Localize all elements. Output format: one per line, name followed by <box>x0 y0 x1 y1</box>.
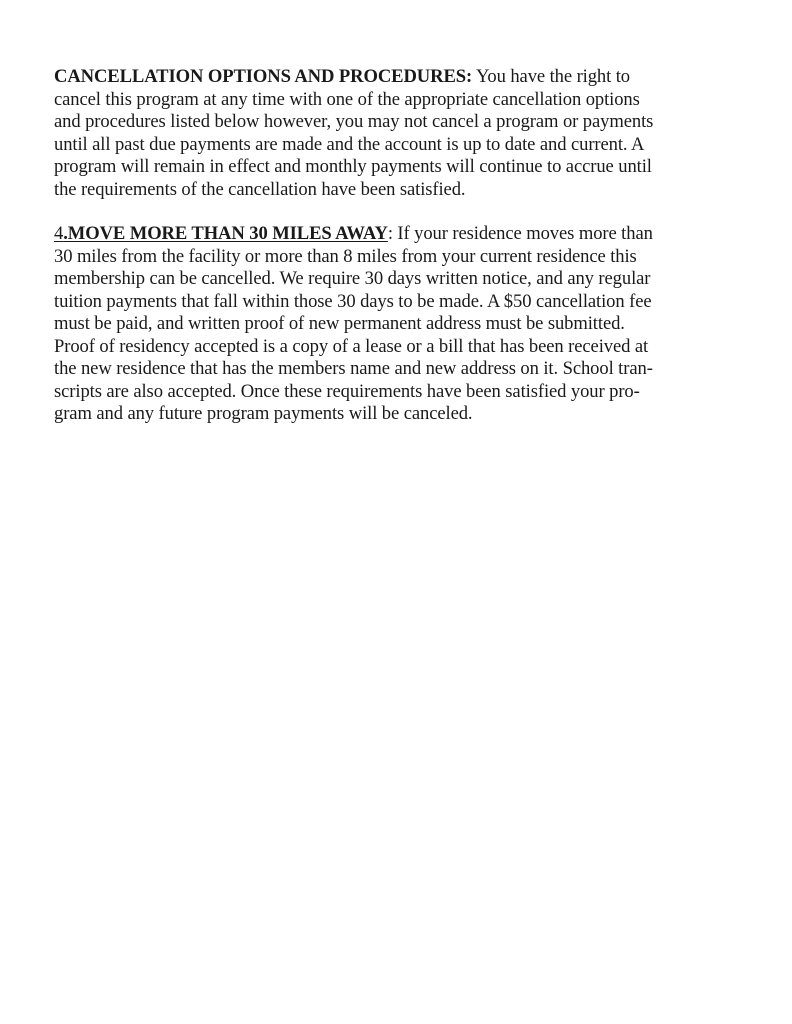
cancellation-paragraph <box>54 66 730 201</box>
cancellation-text: You have the right to <box>472 66 631 87</box>
move-away-line-8: scripts are also accepted. Once these requirements have been satisfied your pro- <box>54 380 640 402</box>
move-away-title: .MOVE MORE THAN 30 MILES AWAY <box>63 223 388 244</box>
cancellation-line-1 <box>54 66 730 89</box>
cancellation-heading: CANCELLATION OPTIONS AND PROCEDURES: <box>54 66 473 87</box>
move-away-line-4: tuition payments that fall within those 30 days to be made. A $50 cancellation fee <box>54 290 652 312</box>
cancellation-line-5: program will remain in effect and monthly payments will continue to accrue until <box>54 156 652 177</box>
move-away-paragraph <box>54 223 730 426</box>
move-away-line-2: 30 miles from the facility or more than 8 miles from your current residence this <box>54 245 637 267</box>
move-away-heading <box>54 223 388 244</box>
move-away-line-1 <box>54 223 730 246</box>
cancellation-line-4: until all past due payments are made and the account is up to date and current. A <box>54 133 645 155</box>
option-number: 4 <box>54 223 64 244</box>
move-away-line-5: must be paid, and written proof of new permanent address must be submitted. <box>54 313 625 334</box>
move-away-line-9: gram and any future program payments will be canceled. <box>54 403 473 424</box>
document-page <box>54 66 730 426</box>
cancellation-line-3: and procedures listed below however, you may not cancel a program or payments <box>54 111 654 132</box>
move-away-line-6: Proof of residency accepted is a copy of a lease or a bill that has been received at <box>54 335 649 357</box>
move-away-line-7: the new residence that has the members name and new address on it. School tran- <box>54 358 653 379</box>
cancellation-line-2: cancel this program at any time with one of the appropriate cancellation options <box>54 88 640 110</box>
move-away-line-3: membership can be cancelled. We require 30 days written notice, and any regular <box>54 268 651 289</box>
move-away-text: : If your residence moves more than <box>387 223 653 244</box>
cancellation-line-6: the requirements of the cancellation have been satisfied. <box>54 178 466 200</box>
